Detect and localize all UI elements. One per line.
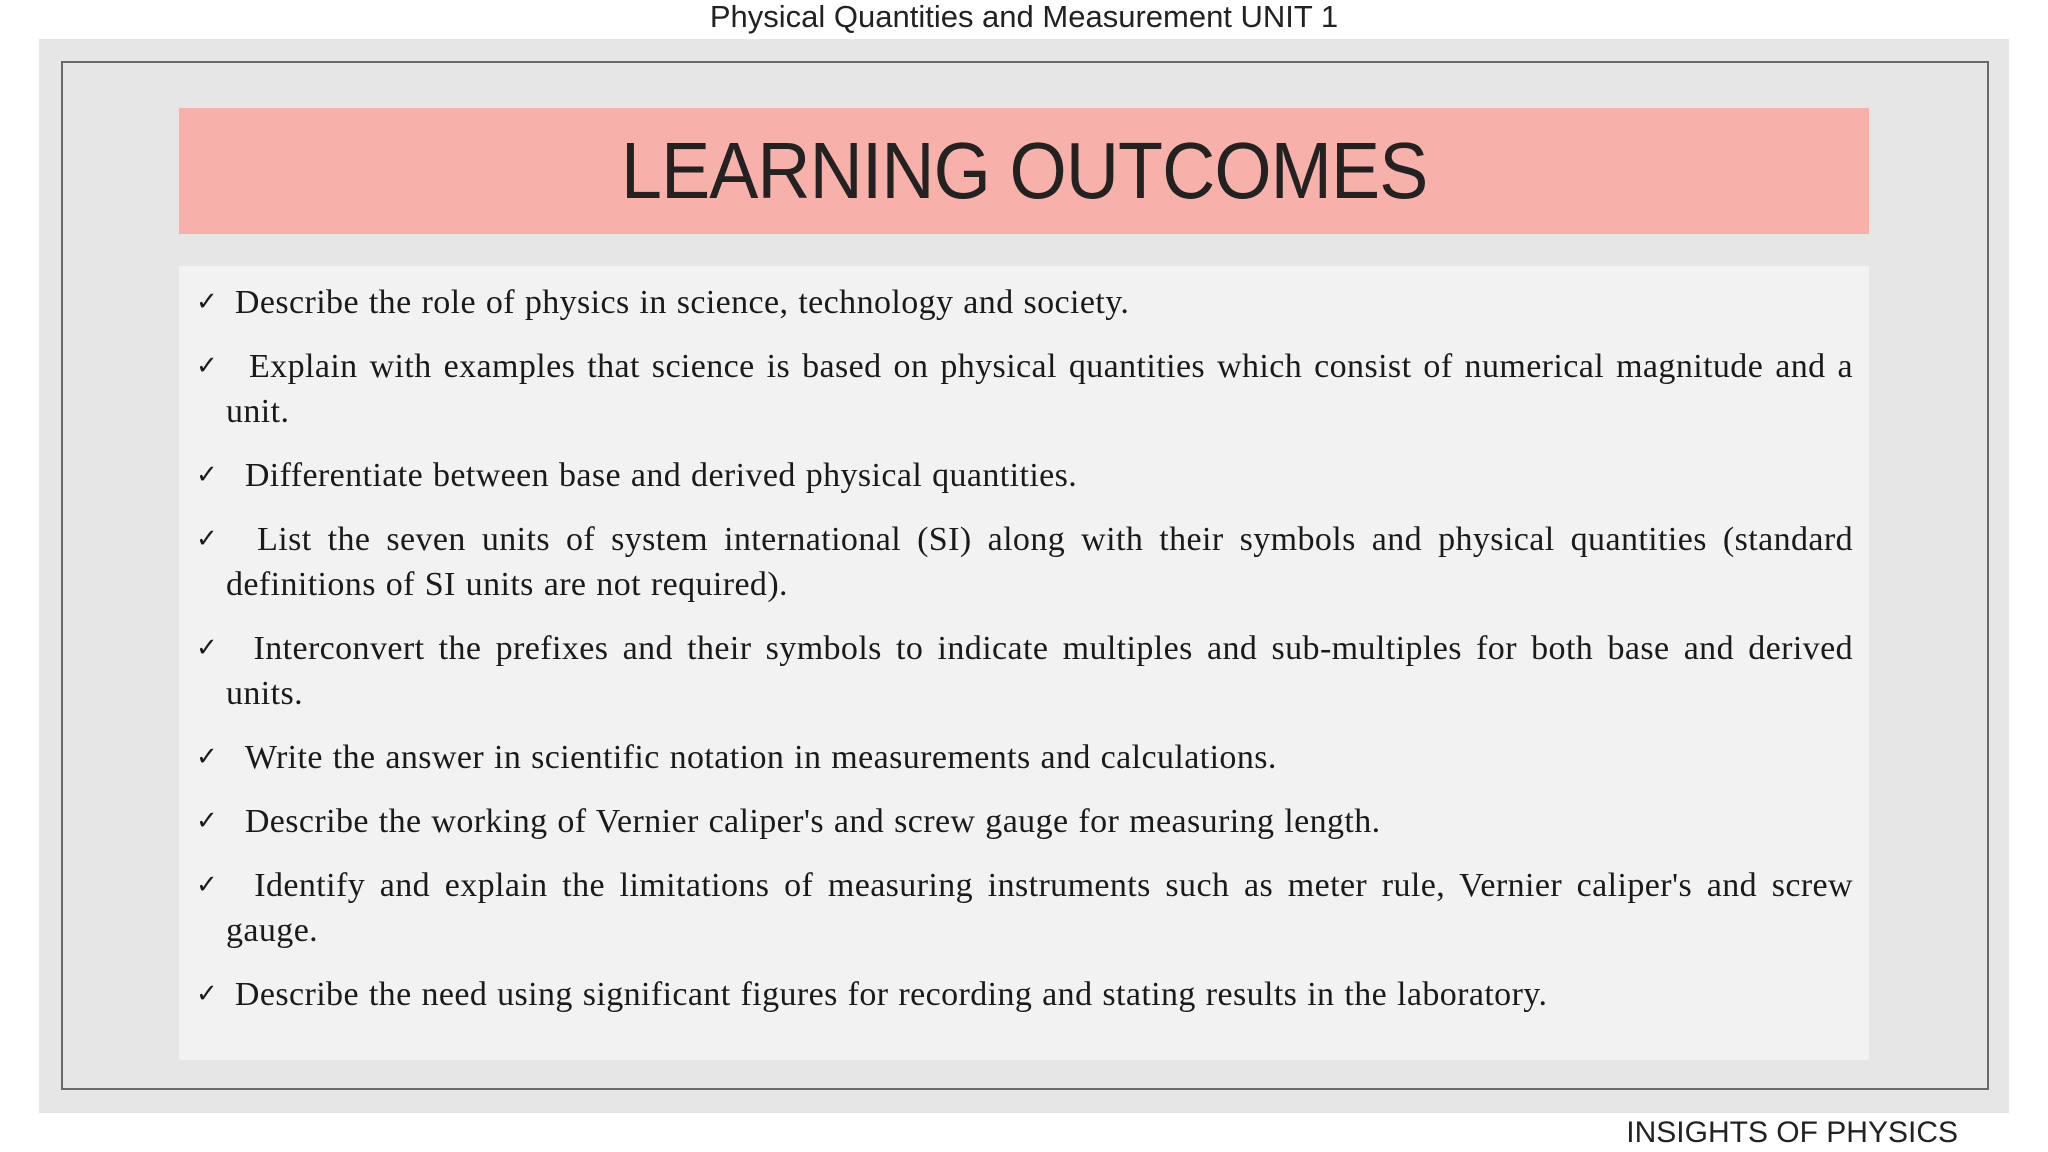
outcome-text: Differentiate between base and derived physical quantities. — [226, 457, 1078, 494]
checkmark-icon: ✓ — [196, 524, 219, 554]
outcome-text: Explain with examples that science is based on physical quantities which consist of numerical magnitude and a unit. — [226, 348, 1863, 430]
outcome-item — [196, 453, 1853, 498]
outcome-item — [196, 799, 1853, 844]
checkmark-icon: ✓ — [196, 979, 219, 1009]
footer-text: INSIGHTS OF PHYSICS — [1626, 1116, 1958, 1149]
title-band — [179, 108, 1869, 234]
outcome-item — [196, 735, 1853, 780]
outcome-text: Interconvert the prefixes and their symbols to indicate multiples and sub-multiples for both base and derived units. — [226, 630, 1863, 712]
outcome-text: Write the answer in scientific notation in measurements and calculations. — [226, 739, 1277, 776]
checkmark-icon: ✓ — [196, 742, 219, 772]
checkmark-icon: ✓ — [196, 460, 219, 490]
slide-title: LEARNING OUTCOMES — [620, 126, 1428, 215]
checkmark-icon: ✓ — [196, 351, 219, 381]
outcome-text: Identify and explain the limitations of measuring instruments such as meter rule, Vernier caliper's and screw gauge. — [226, 867, 1863, 949]
outcome-item — [196, 972, 1853, 1017]
checkmark-icon: ✓ — [196, 633, 219, 663]
outcome-text: Describe the role of physics in science, technology and society. — [226, 284, 1130, 321]
outcomes-box — [179, 266, 1869, 1060]
outcome-item — [196, 626, 1863, 716]
outcome-text: Describe the working of Vernier caliper's and screw gauge for measuring length. — [226, 803, 1381, 840]
outcome-item — [196, 280, 1853, 325]
outcome-item — [196, 517, 1863, 607]
document-header — [0, 0, 2048, 34]
outcome-item — [196, 344, 1863, 434]
checkmark-icon: ✓ — [196, 806, 219, 836]
checkmark-icon: ✓ — [196, 870, 219, 900]
header-title: Physical Quantities and Measurement UNIT 1 — [709, 0, 1339, 34]
outcomes-list — [196, 280, 1863, 1036]
outcome-text: Describe the need using significant figures for recording and stating results in the laboratory. — [226, 976, 1548, 1013]
outcome-text: List the seven units of system international (SI) along with their symbols and physical quantities (standard definitions of SI units are not required). — [226, 521, 1863, 603]
checkmark-icon: ✓ — [196, 287, 219, 317]
outcome-item — [196, 863, 1863, 953]
